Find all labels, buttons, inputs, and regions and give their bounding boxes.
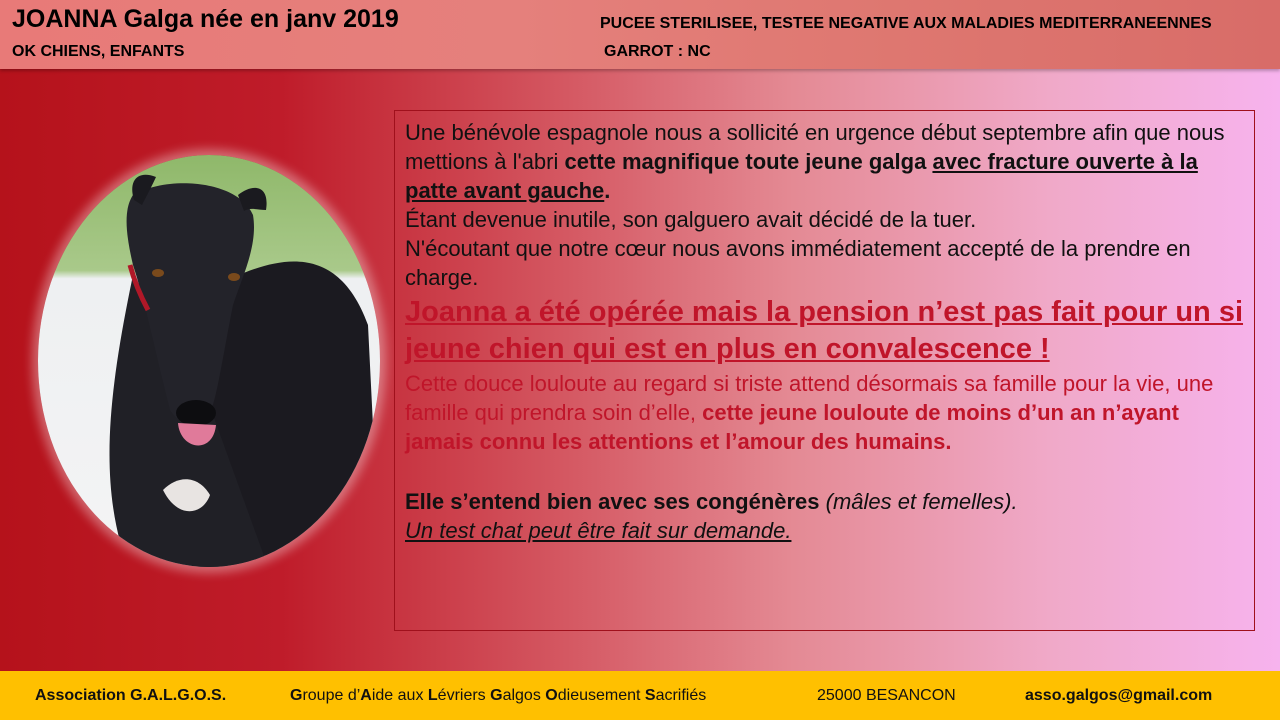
acronym-word-part: roupe d’ <box>302 687 361 704</box>
intro-paragraph <box>405 118 1244 205</box>
contact-email[interactable]: asso.galgos@gmail.com <box>1025 687 1213 704</box>
association-name: Association G.A.L.G.O.S. <box>35 687 227 704</box>
adoption-bold-text: cette jeune louloute de moins d’un an n’ayant jamais connu les attentions et l’amour des humains. <box>405 400 1179 454</box>
dog-photo <box>38 155 380 567</box>
galguero-line: Étant devenue inutile, son galguero avait décidé de la tuer. <box>405 207 977 232</box>
spacer <box>405 456 1244 487</box>
acronym-letter: O <box>545 687 558 704</box>
acronym-letter: L <box>427 687 438 704</box>
compatibility-italic: (mâles et femelles). <box>825 489 1018 514</box>
compatibility-line <box>405 487 1244 516</box>
intro-text: Une bénévole espagnole nous a sollicité en urgence début septembre afin que nous mettions à l'abri <box>405 120 1225 174</box>
adoption-paragraph <box>405 369 1244 456</box>
acronym-word-part: ide aux <box>371 687 428 704</box>
page-title: JOANNA Galga née en janv 2019 <box>12 5 399 33</box>
acronym-letter: A <box>360 687 372 704</box>
cat-test-line: Un test chat peut être fait sur demande. <box>405 518 792 543</box>
intro-bold-text: cette magnifique toute jeune galga <box>564 149 933 174</box>
adoption-text: Cette douce louloute au regard si triste attend désormais sa famille pour la vie, une famille qui prendra soin d’elle, <box>405 371 1214 425</box>
intro-period: . <box>604 178 611 203</box>
description-box <box>394 110 1255 631</box>
acronym-letter: G <box>490 687 503 704</box>
acronym-word-part: acrifiés <box>655 687 707 704</box>
acronym-word-part: algos <box>502 687 546 704</box>
fracture-text: avec fracture ouverte à la patte avant gauche <box>405 149 1198 203</box>
rescue-line: N'écoutant que notre cœur nous avons immédiatement accepté de la prendre en charge. <box>405 236 1191 290</box>
acronym-word-part: évriers <box>437 687 491 704</box>
association-city: 25000 BESANCON <box>817 687 956 704</box>
garrot-info: GARROT : NC <box>604 43 711 60</box>
headline-text: Joanna a été opérée mais la pension n’est pas fait pour un si jeune chien qui est en plus en convalescence ! <box>405 296 1244 365</box>
acronym-letter: S <box>644 687 656 704</box>
compatibility-summary: OK CHIENS, ENFANTS <box>12 43 185 60</box>
acronym-word-part: dieusement <box>557 687 645 704</box>
association-acronym-expansion <box>290 687 706 705</box>
health-info: PUCEE STERILISEE, TESTEE NEGATIVE AUX MALADIES MEDITERRANEENNES <box>600 15 1212 32</box>
acronym-letter: G <box>290 687 303 704</box>
compatibility-bold: Elle s’entend bien avec ses congénères <box>405 489 820 514</box>
footer-bar <box>0 671 1280 720</box>
header-bar <box>0 0 1280 69</box>
